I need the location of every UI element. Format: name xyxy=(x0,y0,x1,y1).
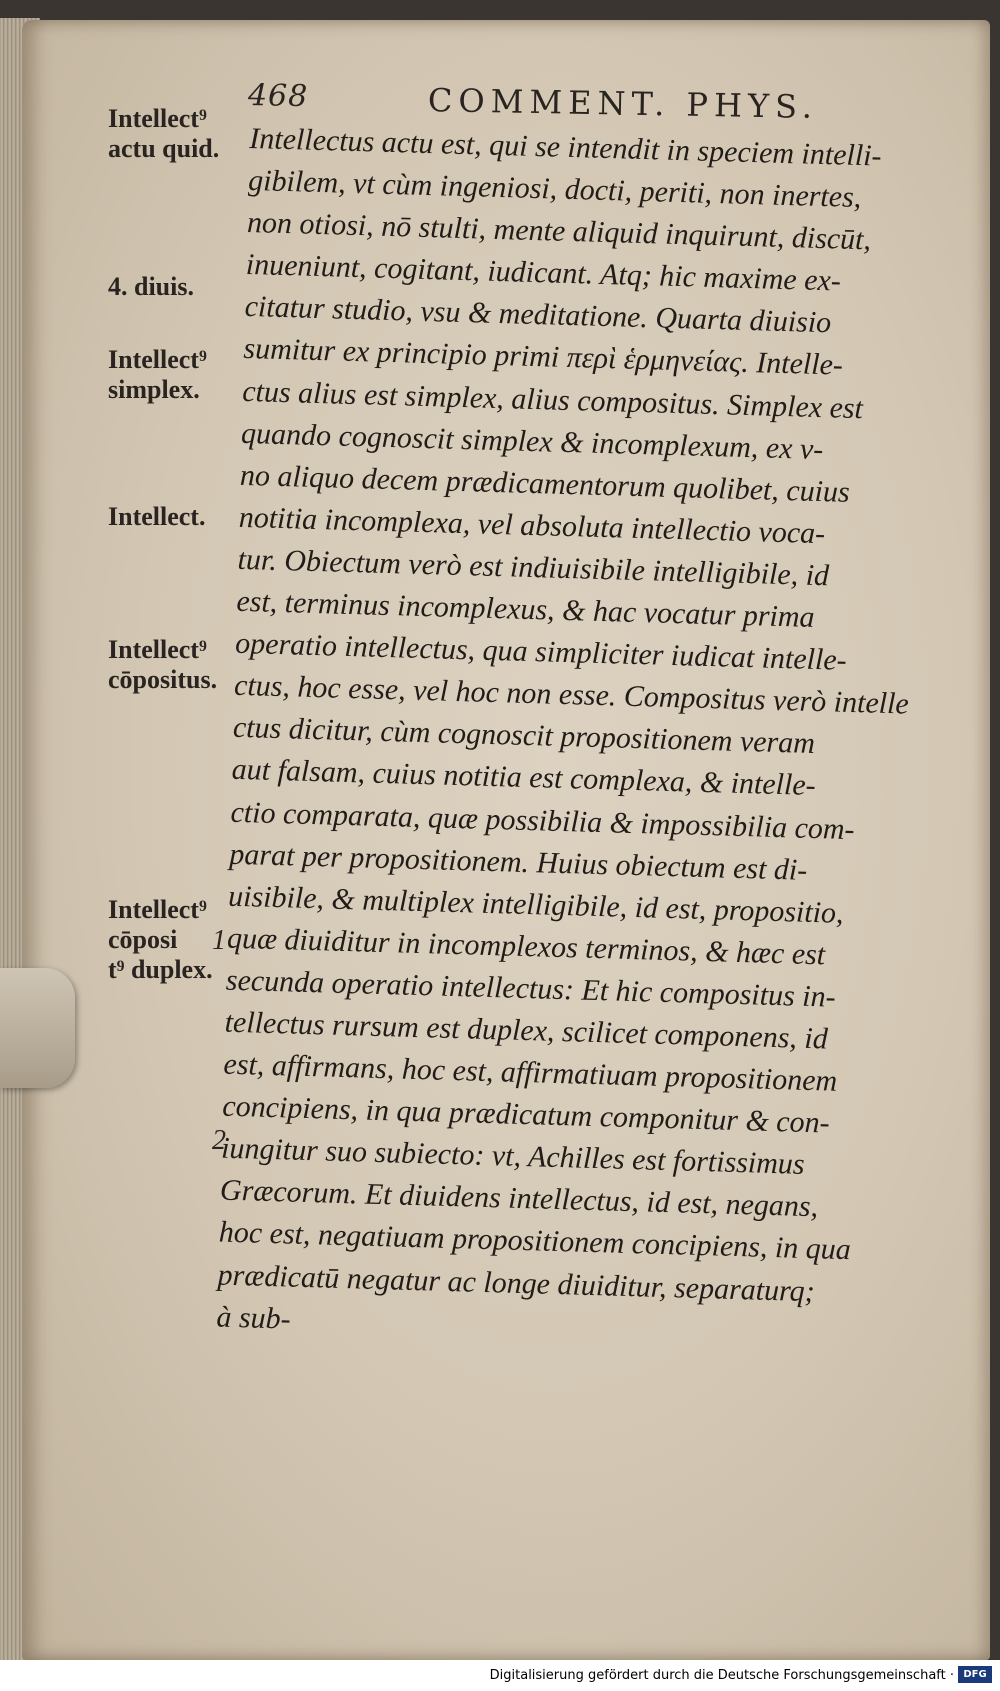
book-clasp xyxy=(0,968,75,1088)
enumeration-mark: 1 xyxy=(212,925,226,956)
body-line: uisibile, & multiplex intelligibile, id est, propositio, xyxy=(227,879,845,930)
body-line: Intellectus actu est, qui se intendit in speciem intelli- xyxy=(248,121,882,173)
margin-note-line: actu quid. xyxy=(108,134,220,163)
body-line: iungitur suo subiecto: vt, Achilles est fortissimus xyxy=(220,1131,806,1182)
margin-note-simplex xyxy=(108,345,207,405)
body-line: tur. Obiectum verò est indiuisibile intelligibile, id xyxy=(237,542,830,593)
enumeration-mark: 2 xyxy=(212,1125,226,1156)
body-line: operatio intellectus, qua simpliciter iudicat intelle- xyxy=(234,626,848,677)
body-text xyxy=(216,118,930,1357)
body-line: citatur studio, vsu & meditatione. Quarta diuisio xyxy=(244,290,832,340)
margin-note-line: 4. diuis. xyxy=(108,272,194,301)
body-line: Græcorum. Et diuidens intellectus, id est, negans, xyxy=(219,1173,819,1224)
margin-note-line: cōpositus. xyxy=(108,665,218,694)
body-line: parat per propositionem. Huius obiectum est di- xyxy=(228,837,808,887)
margin-note-line: Intellect⁹ xyxy=(108,895,207,924)
body-line: gibilem, vt cùm ingeniosi, docti, periti, non inertes, xyxy=(247,164,862,215)
margin-note-line: t⁹ duplex. xyxy=(108,955,213,984)
body-line: sumitur ex principio primi περὶ ἑρμηνείας. Intelle- xyxy=(243,332,844,383)
body-line: ctio comparata, quæ possibilia & impossibilia com- xyxy=(230,795,856,846)
body-line: prædicatū negatur ac longe diuiditur, separaturq; xyxy=(217,1258,816,1308)
digitization-footer xyxy=(0,1660,1000,1691)
body-line: quæ diuiditur in incomplexos terminos, & hæc est xyxy=(226,921,826,972)
margin-note-diuis xyxy=(108,272,194,302)
margin-note-line: Intellect⁹ xyxy=(108,104,207,133)
page-number: 468 xyxy=(247,78,309,115)
body-line: hoc est, negatiuam propositionem concipiens, in qua xyxy=(218,1216,852,1267)
margin-note-line: Intellect⁹ xyxy=(108,345,207,374)
running-head: COMMENT. PHYS. xyxy=(427,81,819,126)
body-line: inueniunt, cogitant, iudicant. Atq; hic maxime ex- xyxy=(245,248,842,298)
margin-note-actu xyxy=(108,104,219,164)
margin-note-duplex xyxy=(108,895,213,985)
body-line: est, terminus incomplexus, & hac vocatur prima xyxy=(236,584,815,634)
margin-note-line: simplex. xyxy=(108,375,200,404)
body-line: non otiosi, nō stulti, mente aliquid inquirunt, discūt, xyxy=(246,206,872,257)
body-line: no aliquo decem prædicamentorum quolibet, cuius xyxy=(239,458,851,509)
dfg-logo: DFG xyxy=(958,1666,992,1683)
body-line: aut falsam, cuius notitia est complexa, & intelle- xyxy=(231,753,817,803)
footer-credit: Digitalisierung gefördert durch die Deutsche Forschungsgemeinschaft · xyxy=(489,1668,954,1683)
body-line: tellectus rursum est duplex, scilicet componens, id xyxy=(224,1005,829,1056)
margin-note-line: Intellect⁹ xyxy=(108,635,207,664)
margin-note-line: cōposi xyxy=(108,925,178,954)
body-line: est, affirmans, hoc est, affirmatiuam propositionem xyxy=(223,1047,838,1098)
body-line: concipiens, in qua prædicatum componitur & con- xyxy=(221,1089,831,1140)
body-line: ctus dicitur, cùm cognoscit propositionem veram xyxy=(232,711,816,761)
body-line: à sub- xyxy=(216,1300,292,1336)
body-line: quando cognoscit simplex & incomplexum, ex v- xyxy=(240,416,824,466)
margin-note-intellect xyxy=(108,502,205,532)
body-line: notitia incomplexa, vel absoluta intellectio voca- xyxy=(238,500,826,551)
margin-note-compositus xyxy=(108,635,217,695)
body-line: secunda operatio intellectus: Et hic compositus in- xyxy=(225,963,837,1014)
body-line: ctus alius est simplex, alius compositus. Simplex est xyxy=(241,374,864,425)
margin-note-line: Intellect. xyxy=(108,502,206,531)
body-line: ctus, hoc esse, vel hoc non esse. Compositus verò intelle xyxy=(233,669,910,721)
